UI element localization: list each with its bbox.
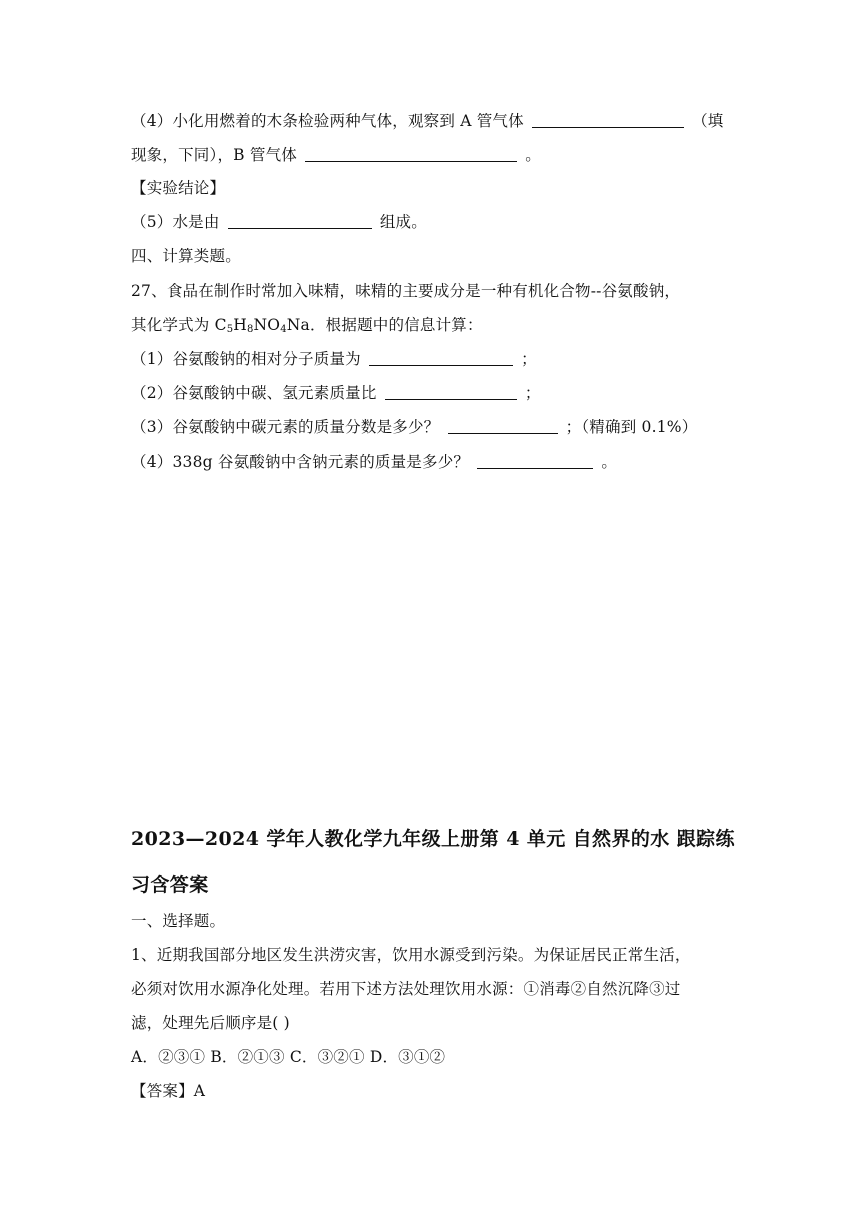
answer-section-title-line-1: 2023—2024 学年人教化学九年级上册第 4 单元 自然界的水 跟踪练 bbox=[131, 828, 735, 850]
question-4-text-d: 。 bbox=[525, 146, 541, 164]
question-1-line-2: 必须对饮用水源净化处理。若用下述方法处理饮用水源：①消毒②自然沉降③过 bbox=[131, 980, 681, 998]
formula-no: NO bbox=[253, 316, 281, 334]
answer-section-title-line-2: 习含答案 bbox=[131, 874, 209, 896]
answer-blank-molecular-mass[interactable] bbox=[369, 350, 513, 366]
conclusion-heading: 【实验结论】 bbox=[131, 179, 226, 197]
formula-prefix: 其化学式为 C bbox=[131, 316, 227, 334]
sub-4-text-a: （4）338g 谷氨酸钠中含钠元素的质量是多少？ bbox=[131, 453, 470, 471]
question-1-options: A．②③① B．②①③ C．③②① D．③①② bbox=[131, 1048, 446, 1066]
answer-blank-sodium-mass[interactable] bbox=[477, 453, 593, 469]
section-1-heading: 一、选择题。 bbox=[131, 912, 226, 930]
answer-blank-mass-ratio[interactable] bbox=[385, 384, 517, 400]
question-4-line-1 bbox=[131, 110, 724, 132]
question-5-line bbox=[131, 211, 427, 233]
sub-3-text-b: ；（精确到 0.1%） bbox=[565, 418, 698, 436]
question-4-line-2 bbox=[131, 144, 541, 166]
formula-h: H bbox=[233, 316, 247, 334]
question-1-line-3: 滤，处理先后顺序是( ) bbox=[131, 1014, 290, 1032]
sub-2-text-a: （2）谷氨酸钠中碳、氢元素质量比 bbox=[131, 384, 377, 402]
question-27-sub-2 bbox=[131, 382, 541, 404]
question-4-text-a: （4）小化用燃着的木条检验两种气体，观察到 A 管气体 bbox=[131, 112, 524, 130]
question-27-sub-1 bbox=[131, 348, 537, 370]
question-1-line-1: 1、近期我国部分地区发生洪涝灾害，饮用水源受到污染。为保证居民正常生活， bbox=[131, 946, 691, 964]
sub-4-text-b: 。 bbox=[601, 453, 618, 471]
question-27-line-2 bbox=[131, 314, 483, 336]
formula-sub-8: 8 bbox=[246, 324, 254, 335]
answer-blank-b-tube[interactable] bbox=[305, 146, 517, 162]
formula-na: Na bbox=[286, 316, 310, 334]
question-27-line-1: 27、食品在制作时常加入味精，味精的主要成分是一种有机化合物--谷氨酸钠， bbox=[131, 282, 681, 300]
sub-2-text-b: ； bbox=[524, 384, 541, 402]
question-5-text-a: （5）水是由 bbox=[131, 213, 220, 231]
section-4-heading: 四、计算类题。 bbox=[131, 247, 241, 265]
question-27-sub-4 bbox=[131, 451, 617, 473]
sub-3-text-a: （3）谷氨酸钠中碳元素的质量分数是多少？ bbox=[131, 418, 440, 436]
sub-1-text-a: （1）谷氨酸钠的相对分子质量为 bbox=[131, 350, 361, 368]
formula-sub-5: 5 bbox=[226, 324, 234, 335]
answer-blank-mass-fraction[interactable] bbox=[448, 418, 558, 434]
sub-1-text-b: ； bbox=[521, 350, 537, 368]
answer-blank-a-tube[interactable] bbox=[532, 112, 684, 128]
formula-suffix: ．根据题中的信息计算： bbox=[309, 316, 483, 334]
answer-blank-water-composition[interactable] bbox=[228, 213, 372, 229]
formula-sub-4: 4 bbox=[280, 324, 287, 335]
question-4-text-c: 现象，下同），B 管气体 bbox=[131, 146, 297, 164]
question-1-answer: 【答案】A bbox=[131, 1082, 206, 1100]
question-4-text-b: （填 bbox=[692, 112, 724, 130]
question-27-sub-3 bbox=[131, 416, 697, 438]
question-5-text-b: 组成。 bbox=[379, 213, 427, 231]
